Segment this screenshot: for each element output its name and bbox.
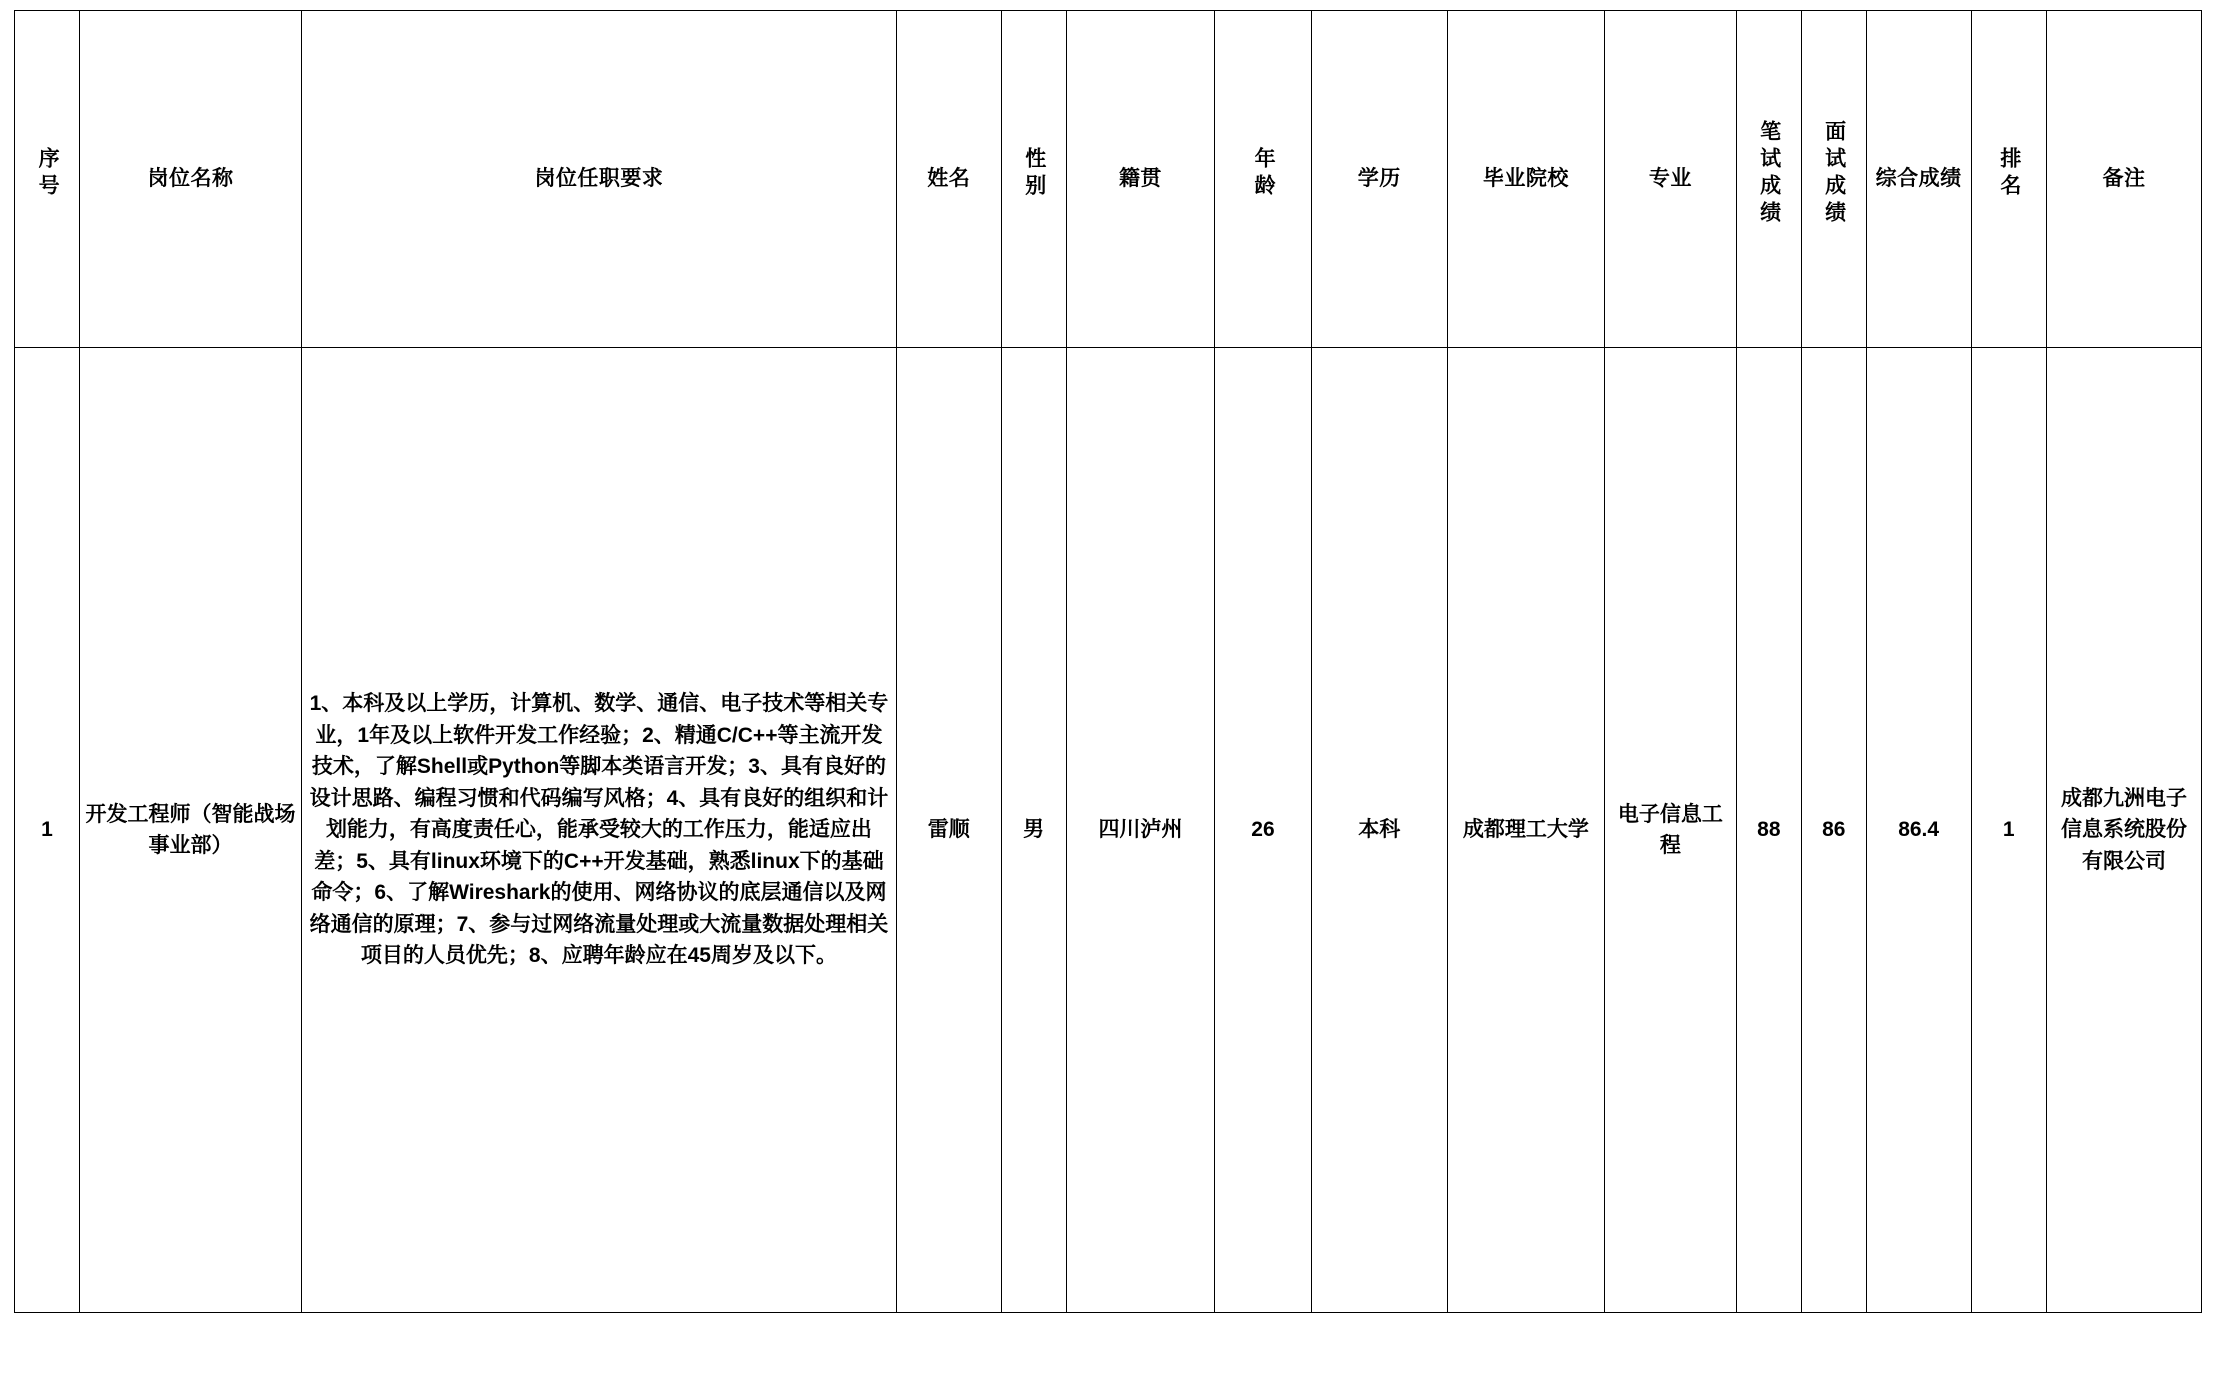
cell-index: 1 <box>15 348 80 1313</box>
header-rank-label: 排名 <box>1997 147 2021 202</box>
header-gender <box>1001 11 1066 348</box>
header-native-place <box>1066 11 1215 348</box>
table-row <box>15 348 2202 1313</box>
header-age <box>1215 11 1311 348</box>
header-education <box>1311 11 1447 348</box>
header-age-label: 年龄 <box>1252 147 1276 202</box>
cell-age: 26 <box>1215 348 1311 1313</box>
cell-graduate-school: 成都理工大学 <box>1447 348 1604 1313</box>
header-major-label: 专业 <box>1648 167 1692 191</box>
header-position-name <box>79 11 301 348</box>
header-overall-score-label: 综合成绩 <box>1875 167 1962 191</box>
cell-remark: 成都九洲电子信息系统股份有限公司 <box>2046 348 2201 1313</box>
header-graduate-school <box>1447 11 1604 348</box>
header-name <box>896 11 1001 348</box>
header-education-label: 学历 <box>1357 167 1401 191</box>
header-gender-label: 性别 <box>1022 147 1046 202</box>
header-graduate-school-label: 毕业院校 <box>1482 167 1569 191</box>
cell-education: 本科 <box>1311 348 1447 1313</box>
header-overall-score <box>1866 11 1971 348</box>
header-remark <box>2046 11 2201 348</box>
recruitment-results-table <box>14 10 2202 1313</box>
header-interview-score <box>1801 11 1866 348</box>
cell-native-place: 四川泸州 <box>1066 348 1215 1313</box>
header-interview-score-label: 面试成绩 <box>1822 120 1846 229</box>
cell-rank: 1 <box>1971 348 2046 1313</box>
header-native-place-label: 籍贯 <box>1118 167 1162 191</box>
cell-major: 电子信息工程 <box>1604 348 1736 1313</box>
header-written-score <box>1736 11 1801 348</box>
table-header-row <box>15 11 2202 348</box>
header-written-score-label: 笔试成绩 <box>1757 120 1781 229</box>
header-position-name-label: 岗位名称 <box>147 167 234 191</box>
header-name-label: 姓名 <box>927 167 971 191</box>
cell-interview-score: 86 <box>1801 348 1866 1313</box>
cell-position-name: 开发工程师（智能战场事业部） <box>79 348 301 1313</box>
header-index <box>15 11 80 348</box>
cell-position-requirements: 1、本科及以上学历，计算机、数学、通信、电子技术等相关专业，1年及以上软件开发工作经验；2、精通C/C++等主流开发技术，了解Shell或Python等脚本类语言开发；3、具有良好的设计思路、编程习惯和代码编写风格；4、具有良好的组织和计划能力，有高度责任心，能承受较大的工作压力，能适应出差；5、具有linux环境下的C++开发基础，熟悉linux下的基础命令；6、了解Wireshark的使用、网络协议的底层通信以及网络通信的原理；7、参与过网络流量处理或大流量数据处理相关项目的人员优先；8、应聘年龄应在45周岁及以下。 <box>301 348 896 1313</box>
header-index-label: 序号 <box>36 147 60 202</box>
header-remark-label: 备注 <box>2102 167 2146 191</box>
header-rank <box>1971 11 2046 348</box>
cell-written-score: 88 <box>1736 348 1801 1313</box>
cell-overall-score: 86.4 <box>1866 348 1971 1313</box>
cell-name: 雷顺 <box>896 348 1001 1313</box>
header-major <box>1604 11 1736 348</box>
header-position-requirements-label: 岗位任职要求 <box>534 167 664 191</box>
cell-gender: 男 <box>1001 348 1066 1313</box>
header-position-requirements <box>301 11 896 348</box>
